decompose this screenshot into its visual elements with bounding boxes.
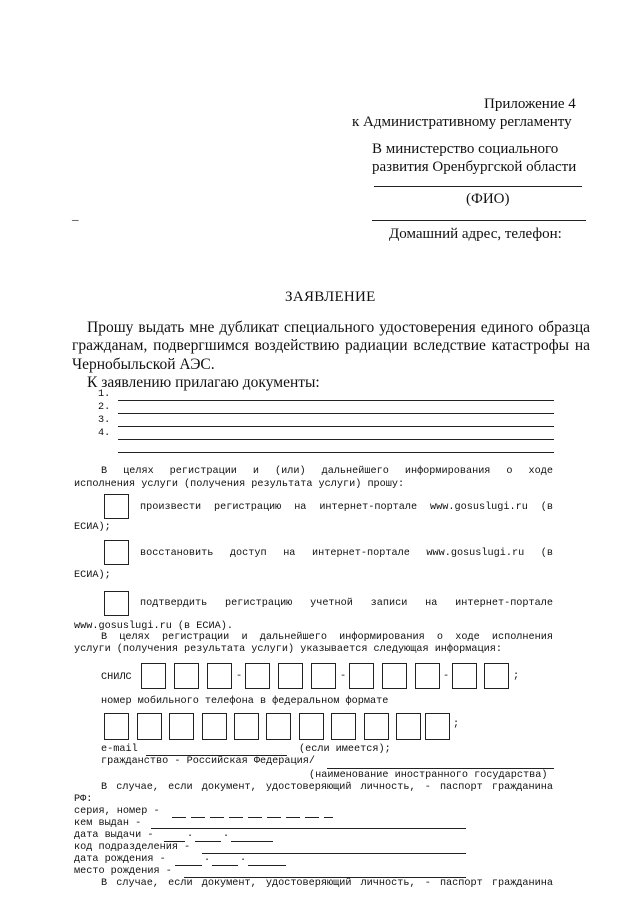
option-confirm-text-end: www.gosuslugi.ru (в ЕСИА).	[74, 621, 233, 632]
snils-digit-box[interactable]	[484, 663, 509, 689]
phone-digit-box[interactable]	[202, 713, 227, 740]
snils-digit-box[interactable]	[349, 663, 374, 689]
phone-end: ;	[453, 719, 460, 730]
series-digit-line[interactable]	[305, 817, 319, 818]
phone-digit-box[interactable]	[364, 713, 389, 740]
passport-issue-date-label: дата выдачи -	[74, 830, 154, 841]
document-title: ЗАЯВЛЕНИЕ	[285, 289, 376, 305]
stray-mark: _	[72, 207, 79, 222]
info-intro-1: В целях регистрации и дальнейшего информирования о ходе исполнения	[101, 632, 553, 643]
phone-label: номер мобильного телефона в федеральном формате	[101, 696, 389, 707]
phone-digit-box[interactable]	[266, 713, 291, 740]
date-dot: .	[204, 853, 211, 864]
fio-underline	[372, 220, 586, 221]
snils-digit-box[interactable]	[311, 663, 336, 689]
snils-digit-box[interactable]	[415, 663, 440, 689]
option-register-checkbox[interactable]	[104, 494, 129, 519]
issue-year-line[interactable]	[231, 841, 273, 842]
series-digit-line[interactable]	[286, 817, 300, 818]
passport-series-label: серия, номер -	[74, 806, 160, 817]
doc-number-1: 1.	[98, 389, 111, 400]
snils-end: ;	[513, 671, 520, 682]
option-register-text: произвести регистрацию на интернет-портале www.gosuslugi.ru (в	[140, 502, 553, 513]
passport-next-intro: В случае, если документ, удостоверяющий личность, - паспорт гражданина	[101, 878, 553, 889]
recipient-line-2: развития Оренбургской области	[372, 159, 577, 175]
snils-separator: -	[236, 671, 243, 682]
snils-separator: -	[340, 671, 347, 682]
series-digit-line[interactable]	[248, 817, 262, 818]
doc-line-5[interactable]	[118, 452, 554, 453]
series-digit-line[interactable]	[229, 817, 243, 818]
phone-digit-box[interactable]	[234, 713, 259, 740]
date-dot: .	[187, 829, 194, 840]
request-line-3: Чернобыльской АЭС.	[72, 356, 215, 373]
snils-digit-box[interactable]	[174, 663, 199, 689]
email-label: e-mail	[101, 744, 138, 755]
recipient-line-1: В министерство социального	[372, 141, 559, 157]
option-register-text-end: ЕСИА);	[74, 522, 111, 533]
phone-digit-box[interactable]	[104, 713, 129, 740]
option-confirm-text: подтвердить регистрацию учетной записи на интернет-портале	[140, 598, 553, 609]
phone-digit-box[interactable]	[396, 713, 421, 740]
snils-digit-box[interactable]	[207, 663, 232, 689]
series-digit-line[interactable]	[191, 817, 205, 818]
info-intro-2: услуги (получения результата услуги) указывается следующая информация:	[74, 644, 502, 655]
citizenship-input-line[interactable]	[327, 768, 554, 769]
home-address-label: Домашний адрес, телефон:	[389, 226, 562, 242]
snils-digit-box[interactable]	[382, 663, 407, 689]
snils-digit-box[interactable]	[245, 663, 270, 689]
documents-intro: К заявлению прилагаю документы:	[87, 374, 320, 391]
birth-date-label: дата рождения -	[74, 854, 166, 865]
foreign-state-caption: (наименование иностранного государства)	[309, 770, 548, 781]
series-digit-line[interactable]	[324, 817, 333, 818]
registration-intro-1: В целях регистрации и (или) дальнейшего информирования о ходе	[101, 466, 553, 477]
doc-line-3[interactable]	[118, 426, 554, 427]
fio-caption: (ФИО)	[466, 191, 510, 207]
phone-digit-box[interactable]	[425, 713, 450, 740]
citizenship-label: гражданство - Российская Федерация/	[101, 756, 315, 767]
birth-month-line[interactable]	[212, 865, 238, 866]
registration-intro-2: исполнения услуги (получения результата услуги) прошу:	[74, 479, 405, 490]
fio-blank-line	[374, 186, 582, 187]
regulation-reference: к Административному регламенту	[352, 114, 572, 130]
option-restore-checkbox[interactable]	[104, 540, 129, 565]
option-restore-text-end: ЕСИА);	[74, 570, 111, 581]
phone-digit-box[interactable]	[137, 713, 162, 740]
snils-separator: -	[443, 671, 450, 682]
doc-line-1[interactable]	[118, 400, 554, 401]
issued-by-input-line[interactable]	[151, 828, 466, 829]
birth-place-label: место рождения -	[74, 866, 172, 877]
date-dot: .	[240, 853, 247, 864]
series-digit-line[interactable]	[210, 817, 224, 818]
birth-year-line[interactable]	[248, 865, 286, 866]
date-dot: .	[223, 829, 230, 840]
issue-month-line[interactable]	[195, 841, 221, 842]
email-note: (если имеется);	[299, 744, 391, 755]
doc-number-2: 2.	[98, 402, 111, 413]
passport-intro-1: В случае, если документ, удостоверяющий личность, - паспорт гражданина	[101, 782, 553, 793]
series-digit-line[interactable]	[172, 817, 186, 818]
doc-line-2[interactable]	[118, 413, 554, 414]
option-restore-text: восстановить доступ на интернет-портале www.gosuslugi.ru (в	[140, 548, 553, 559]
option-confirm-checkbox[interactable]	[104, 591, 129, 616]
snils-digit-box[interactable]	[141, 663, 166, 689]
request-line-2: гражданам, подвергшимся воздействию радиации вследствие катастрофы на	[72, 337, 590, 354]
doc-number-3: 3.	[98, 415, 111, 426]
phone-digit-box[interactable]	[169, 713, 194, 740]
snils-digit-box[interactable]	[452, 663, 477, 689]
snils-digit-box[interactable]	[278, 663, 303, 689]
doc-number-4: 4.	[98, 428, 111, 439]
request-line-1: Прошу выдать мне дубликат специального удостоверения единого образца	[87, 319, 590, 336]
passport-issued-by-label: кем выдан -	[74, 818, 142, 829]
division-code-label: код подразделения -	[74, 842, 191, 853]
phone-digit-box[interactable]	[299, 713, 324, 740]
birth-day-line[interactable]	[175, 865, 202, 866]
passport-intro-2: РФ:	[74, 794, 93, 805]
doc-line-4[interactable]	[118, 439, 554, 440]
appendix-number: Приложение 4	[484, 96, 576, 112]
series-digit-line[interactable]	[267, 817, 281, 818]
phone-digit-box[interactable]	[331, 713, 356, 740]
snils-label: СНИЛС	[101, 672, 132, 683]
